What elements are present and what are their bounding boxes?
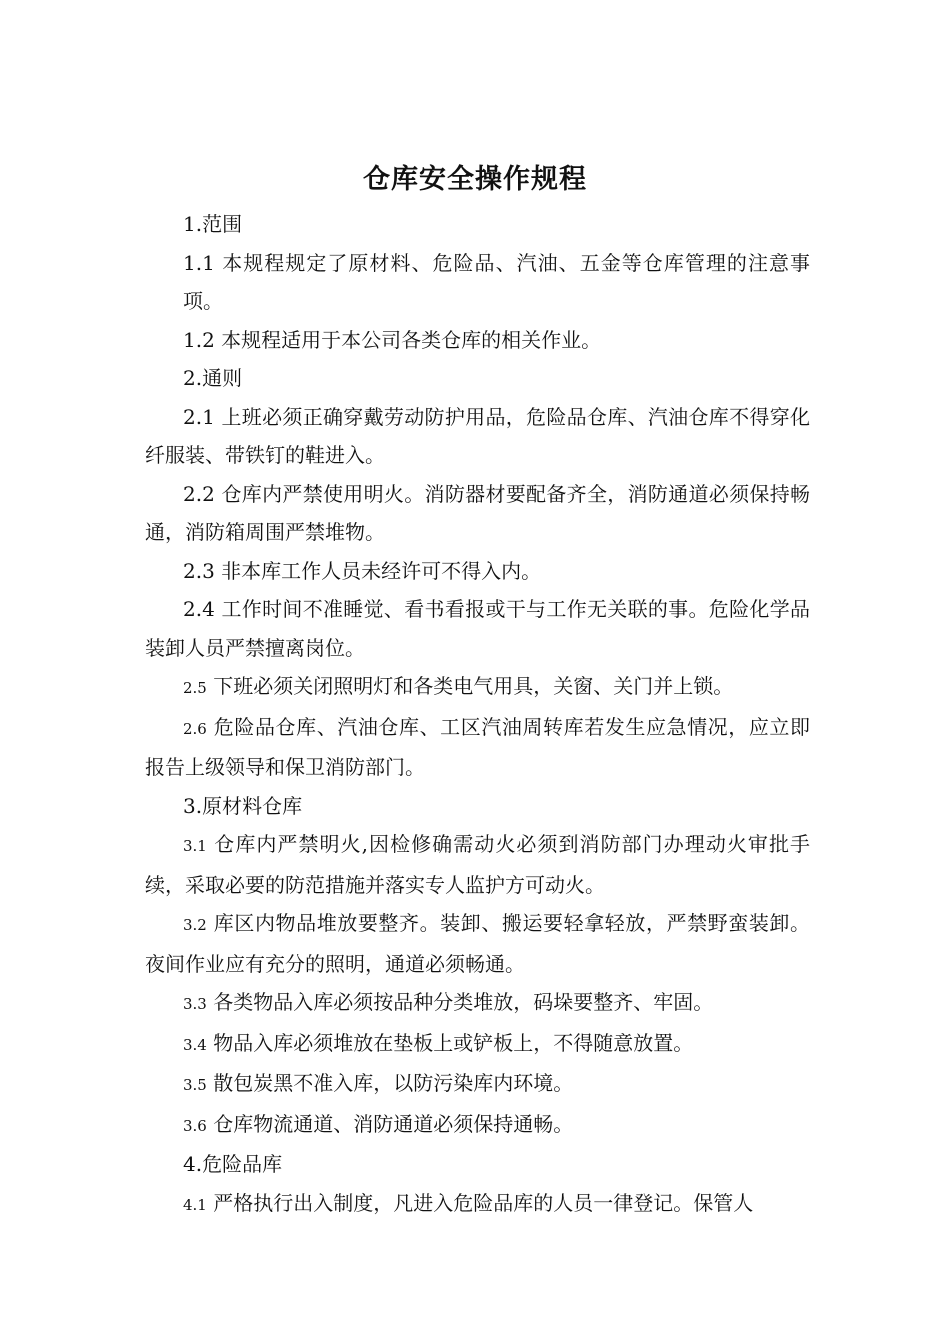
section-number: 2.2	[183, 481, 215, 506]
section-number: 3.3	[183, 995, 207, 1013]
section-number: 2.	[183, 366, 203, 390]
paragraph-4	[145, 1145, 810, 1184]
paragraph-text: 散包炭黑不准入库，以防污染库内环境。	[213, 1071, 574, 1095]
section-number: 3.4	[183, 1035, 207, 1054]
paragraph-text: 各类物品入库必须按品种分类堆放，码垛要整齐、牢固。	[213, 990, 714, 1014]
section-number: 2.5	[183, 679, 207, 697]
paragraph-3-5	[145, 1064, 810, 1105]
document-title: 仓库安全操作规程	[363, 164, 587, 195]
section-number: 3.5	[183, 1076, 207, 1094]
paragraph-text: 物品入库必须堆放在垫板上或铲板上，不得随意放置。	[213, 1030, 694, 1055]
paragraph-2	[145, 359, 810, 398]
paragraph-text: 仓库内严禁明火,因检修确需动火必须到消防部门办理动火审批手续，采取必要的防范措施并落实专人监护方可动火。	[145, 832, 811, 897]
paragraph-2-4	[145, 590, 810, 667]
paragraph-text: 通则	[202, 366, 243, 390]
paragraph-text: 仓库内严禁使用明火。消防器材要配备齐全，消防通道必须保持畅通，消防箱周围严禁堆物。	[145, 481, 811, 544]
paragraph-1	[145, 205, 810, 244]
section-number: 1.1	[183, 250, 215, 275]
paragraph-text: 危险品库	[202, 1152, 283, 1176]
paragraph-2-1	[145, 398, 810, 475]
section-number: 1.	[183, 212, 203, 236]
section-number: 3.	[183, 793, 203, 818]
paragraph-text: 工作时间不准睡觉、看书看报或干与工作无关联的事。危险化学品装卸人员严禁擅离岗位。	[145, 597, 811, 660]
section-number: 4.	[183, 1152, 203, 1176]
paragraph-text: 危险品仓库、汽油仓库、工区汽油周转库若发生应急情况，应立即报告上级领导和保卫消防部门。	[145, 714, 810, 779]
paragraph-2-6	[145, 708, 810, 787]
paragraph-3-2	[145, 904, 810, 983]
paragraph-text: 范围	[202, 212, 243, 236]
section-number: 2.4	[183, 597, 215, 621]
section-number: 3.2	[183, 916, 207, 934]
paragraph-text: 库区内物品堆放要整齐。装卸、搬运要轻拿轻放，严禁野蛮装卸。夜间作业应有充分的照明，通道必须畅通。	[145, 911, 810, 976]
paragraph-2-3	[145, 552, 810, 591]
section-number: 2.3	[183, 558, 215, 583]
paragraph-1-2	[145, 321, 810, 360]
paragraph-text: 非本库工作人员未经许可不得入内。	[221, 558, 542, 583]
paragraph-text: 仓库物流通道、消防通道必须保持通畅。	[213, 1111, 574, 1136]
section-number: 4.1	[183, 1195, 207, 1214]
paragraph-3-4	[145, 1024, 810, 1065]
paragraph-3-6	[145, 1105, 810, 1146]
paragraph-4-1	[145, 1184, 810, 1225]
paragraph-2-2	[145, 475, 810, 552]
paragraph-text: 下班必须关闭照明灯和各类电气用具，关窗、关门并上锁。	[213, 674, 734, 698]
paragraph-3-3	[145, 983, 810, 1024]
paragraph-text: 本规程适用于本公司各类仓库的相关作业。	[221, 327, 602, 352]
paragraph-text: 原材料仓库	[202, 793, 303, 818]
section-number: 3.6	[183, 1116, 207, 1135]
section-number: 1.2	[183, 327, 215, 352]
paragraph-text: 本规程规定了原材料、危险品、汽油、五金等仓库管理的注意事项。	[183, 250, 811, 313]
section-number: 2.6	[183, 719, 207, 738]
paragraph-3	[145, 787, 810, 826]
paragraph-1-1	[145, 244, 810, 321]
paragraph-3-1	[145, 825, 810, 904]
paragraph-text: 上班必须正确穿戴劳动防护用品，危险品仓库、汽油仓库不得穿化纤服装、带铁钉的鞋进入。	[145, 404, 811, 467]
section-number: 2.1	[183, 404, 215, 429]
paragraph-2-5	[145, 667, 810, 708]
paragraph-text: 严格执行出入制度，凡进入危险品库的人员一律登记。保管人	[213, 1190, 754, 1215]
section-number: 3.1	[183, 837, 207, 855]
document-body	[145, 205, 810, 1224]
